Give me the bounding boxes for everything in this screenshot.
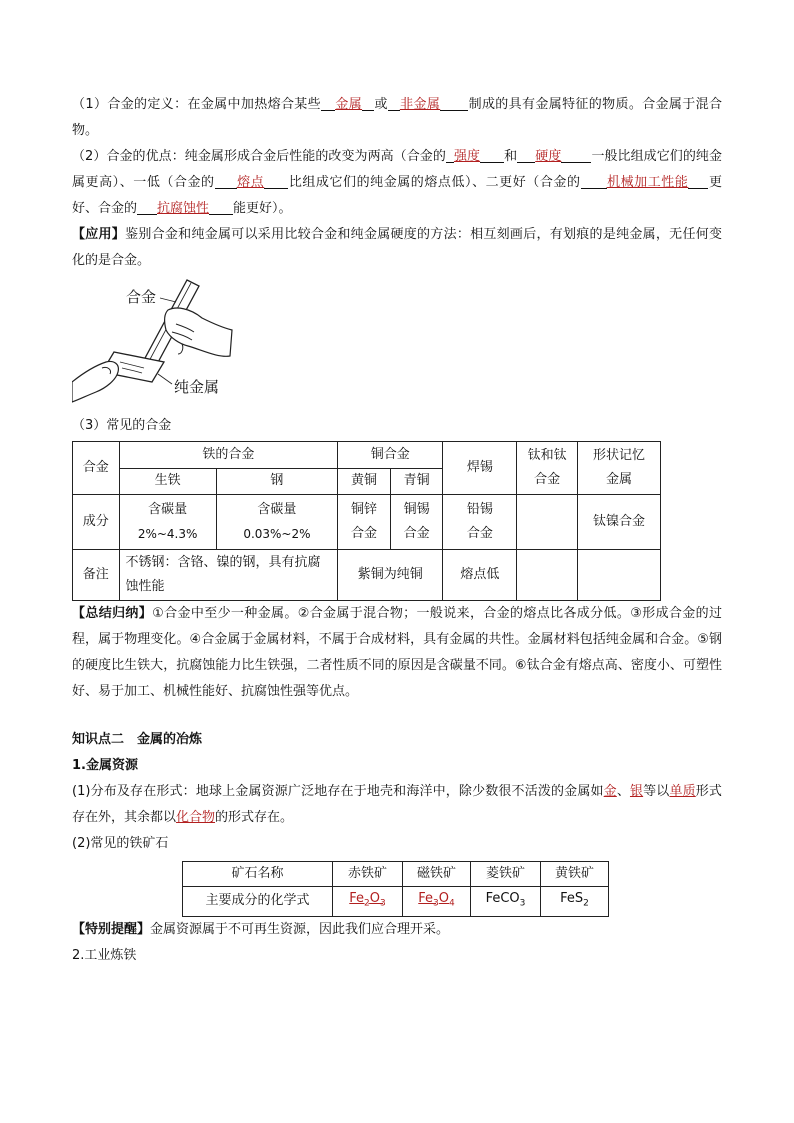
answer-metal: 金属 (335, 97, 363, 112)
answer-strength: 强度 (453, 149, 481, 164)
formula-siderite: FeCO$_3$ (471, 887, 541, 917)
answer-nonmetal: 非金属 (399, 97, 441, 112)
table-row: 备注 不锈钢：含铬、镍的钢，具有抗腐蚀性能 紫铜为纯铜 熔点低 (73, 550, 661, 601)
knowledge-point-2-title: 知识点二 金属的冶炼 (72, 732, 203, 747)
distribution-paragraph: (1)分布及存在形式：地球上金属资源广泛地存在于地壳和海洋中，除少数很不活泼的金属如金、银等以单质形式存在外，其余都以化合物的形式存在。 (72, 784, 722, 825)
iron-ore-table (182, 861, 609, 917)
table-row: 成分 含碳量 2%~4.3% 含碳量 0.03%~2% 铜锌 合金 铜锡 合金 铅锡 合金 钛镍合金 (73, 495, 661, 550)
metal-resources-title: 1.金属资源 (72, 758, 138, 773)
table-row: 合金 铁的合金 铜合金 焊锡 钛和钛 合金 形状记忆 金属 (73, 442, 661, 469)
table-row: 矿石名称 赤铁矿 磁铁矿 菱铁矿 黄铁矿 (183, 862, 609, 887)
formula-magnetite: $Fe_3O_4$ (403, 887, 471, 917)
common-alloys-title: （3）常见的合金 (72, 418, 172, 433)
answer-melting-point: 熔点 (236, 175, 265, 190)
summary-note: 【总结归纳】①合金中至少一种金属。②合金属于混合物；一般说来，合金的熔点比各成分低。③形成合金的过程，属于物理变化。④合金属于金属材料，不属于合成材料，具有金属的共性。金属材料包括纯金属和合金。⑤钢的硬度比生铁大，抗腐蚀能力比生铁强，二者性质不同的原因是含碳量不同。⑥钛合金有熔点高、密度小、可塑性好、易于加工、机械性能好、抗腐蚀性强等优点。 (72, 606, 722, 699)
document-page (72, 92, 722, 969)
iron-ores-title: (2)常见的铁矿石 (72, 836, 169, 851)
alloy-advantages: （2）合金的优点：纯金属形成合金后性能的改变为两高（合金的 强度 和 硬度 一般比组成它们的纯金属更高）、一低（合金的 熔点 比组成它们的纯金属的熔点低）、二更好（合金的 机械加工性能 更好、合金的 抗腐蚀性 能更好）。 (72, 144, 722, 222)
label-alloy: 合金 (126, 288, 157, 306)
scratch-test-illustration (72, 278, 242, 403)
alloy-definition: （1）合金的定义：在金属中加热熔合某些 金属 或 非金属 制成的具有金属特征的物质。合金属于混合物。 (72, 92, 722, 144)
answer-corrosion-resistance: 抗腐蚀性 (157, 201, 210, 216)
formula-hematite: $Fe_2O_3$ (333, 887, 403, 917)
table-row: 主要成分的化学式 $Fe_2O_3$ $Fe_3O_4$ FeCO$_3$ FeS$_2$ (183, 887, 609, 917)
answer-machinability: 机械加工性能 (606, 175, 689, 190)
common-alloys-table (72, 441, 661, 601)
application-note: 【应用】鉴别合金和纯金属可以采用比较合金和纯金属硬度的方法：相互刻画后，有划痕的是纯金属，无任何变化的是合金。 (72, 227, 722, 268)
answer-hardness: 硬度 (535, 149, 562, 164)
formula-pyrite: FeS$_2$ (541, 887, 609, 917)
industrial-ironmaking-title: 2.工业炼铁 (72, 947, 137, 963)
label-pure-metal: 纯金属 (174, 378, 220, 396)
table-row: 生铁 钢 黄铜 青铜 (73, 468, 661, 495)
special-reminder: 【特别提醒】金属资源属于不可再生资源，因此我们应合理开采。 (72, 921, 450, 937)
